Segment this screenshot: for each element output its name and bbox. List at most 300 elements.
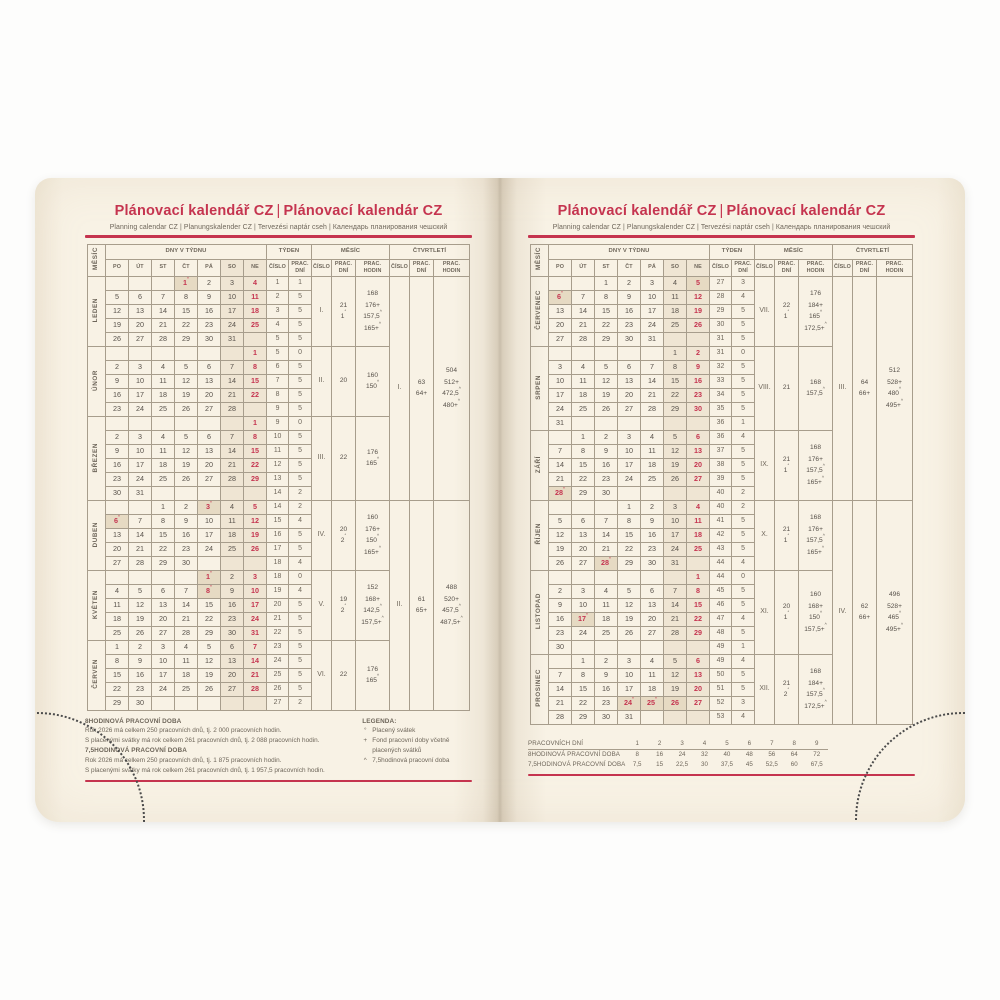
summary-value-cell: 6 [738, 739, 760, 750]
day-cell [549, 500, 572, 514]
week-workdays-cell: 5 [289, 360, 312, 374]
day-cell: 18 [152, 458, 175, 472]
day-cell: 19 [175, 458, 198, 472]
day-cell: 7 [549, 444, 572, 458]
day-cell: 11 [572, 374, 595, 388]
day-cell: 23 [221, 612, 244, 626]
day-cell: 2 [595, 654, 618, 668]
day-cell [129, 416, 152, 430]
week-number-cell: 2 [267, 290, 289, 304]
month-name-label: ČERVENEC [535, 290, 543, 331]
day-cell: 20 [221, 668, 244, 682]
month-workdays-cell: 20 2° [332, 500, 356, 570]
week-workdays-cell: 5 [732, 584, 755, 598]
sub-header: PRAC. DNÍ [289, 259, 312, 276]
day-cell: 25 [244, 318, 267, 332]
day-cell: 22 [618, 542, 641, 556]
week-number-cell: 48 [710, 626, 732, 640]
week-number-cell: 12 [267, 458, 289, 472]
day-cell: 30 [175, 556, 198, 570]
day-cell: 20 [549, 318, 572, 332]
week-workdays-cell: 5 [732, 598, 755, 612]
week-workdays-cell: 5 [732, 360, 755, 374]
day-cell [152, 696, 175, 710]
week-workdays-cell: 5 [732, 668, 755, 682]
day-cell: 8 [175, 290, 198, 304]
day-cell: 11 [152, 374, 175, 388]
day-cell: 9 [595, 668, 618, 682]
day-cell: 18 [175, 668, 198, 682]
day-cell: 1° [198, 570, 221, 584]
day-cell: 25 [641, 472, 664, 486]
day-cell: 12 [175, 444, 198, 458]
day-cell: 6° [106, 514, 129, 528]
quarter-hours-cell: 504 512+ 472,5^ 480+^ [434, 276, 470, 500]
sub-header: PRAC. HODIN [434, 259, 470, 276]
day-cell: 10 [129, 444, 152, 458]
day-cell [129, 500, 152, 514]
day-cell [106, 276, 129, 290]
summary-row-label: PRACOVNÍCH DNÍ [528, 739, 626, 750]
sub-header: PRAC. DNÍ [332, 259, 356, 276]
title-separator: | [719, 203, 724, 219]
quarter-hours-cell: 496 528+ 465^ 495+^ [877, 500, 913, 724]
day-cell [572, 416, 595, 430]
legend-text: 7,5hodinová pracovní doba [372, 757, 450, 765]
week-number-cell: 22 [267, 626, 289, 640]
day-cell: 24 [129, 402, 152, 416]
day-cell: 11 [244, 290, 267, 304]
header-rule [85, 235, 472, 238]
month-name [88, 276, 106, 346]
day-cell: 1 [572, 430, 595, 444]
day-cell: 10 [618, 668, 641, 682]
day-header: ÚT [129, 259, 152, 276]
week-workdays-cell: 5 [289, 668, 312, 682]
week-number-cell: 42 [710, 528, 732, 542]
day-cell [198, 486, 221, 500]
day-cell: 4 [641, 430, 664, 444]
day-cell: 7 [641, 360, 664, 374]
day-cell: 3 [641, 276, 664, 290]
legend [362, 717, 472, 777]
month-hours-cell: 176 165^ [356, 416, 390, 500]
day-cell: 12 [244, 514, 267, 528]
day-cell: 29 [687, 626, 710, 640]
week-workdays-cell: 5 [289, 542, 312, 556]
day-cell: 17 [129, 388, 152, 402]
summary-value-cell: 37,5 [720, 761, 733, 769]
day-cell: 19 [549, 542, 572, 556]
day-cell: 24 [618, 472, 641, 486]
week-number-cell: 24 [267, 654, 289, 668]
day-cell: 19 [595, 388, 618, 402]
month-name [531, 654, 549, 724]
day-cell: 17 [618, 682, 641, 696]
day-cell: 14 [549, 458, 572, 472]
day-cell: 31 [641, 332, 664, 346]
day-cell: 5 [664, 654, 687, 668]
month-number-cell: X. [755, 500, 775, 570]
week-workdays-cell: 5 [289, 528, 312, 542]
day-cell: 26 [549, 556, 572, 570]
month-number-cell: VIII. [755, 346, 775, 430]
sub-header: PRAC. DNÍ [775, 259, 799, 276]
day-cell: 6 [687, 430, 710, 444]
week-number-cell: 21 [267, 612, 289, 626]
day-cell: 31 [244, 626, 267, 640]
days-of-week-group-header: DNY V TÝDNU [549, 244, 710, 259]
day-cell [664, 486, 687, 500]
summary-value-cell: 64 [790, 751, 798, 759]
week-workdays-cell: 5 [732, 318, 755, 332]
week-number-cell: 38 [710, 458, 732, 472]
day-cell: 4 [106, 584, 129, 598]
day-cell: 21 [664, 612, 687, 626]
day-cell: 15 [595, 304, 618, 318]
day-cell: 22 [106, 682, 129, 696]
legend-text: Placený svátek [372, 727, 416, 735]
day-cell: 3 [549, 360, 572, 374]
day-header: ST [595, 259, 618, 276]
day-cell [244, 486, 267, 500]
day-cell [618, 416, 641, 430]
day-cell: 10 [664, 514, 687, 528]
day-cell: 14 [641, 374, 664, 388]
day-cell: 17 [129, 458, 152, 472]
week-workdays-cell: 5 [289, 374, 312, 388]
day-cell: 18 [106, 612, 129, 626]
day-cell: 6 [618, 360, 641, 374]
week-workdays-cell: 1 [289, 276, 312, 290]
day-cell: 7 [221, 430, 244, 444]
day-cell: 9 [618, 290, 641, 304]
week-number-cell: 46 [710, 598, 732, 612]
week-number-cell: 20 [267, 598, 289, 612]
week-workdays-cell: 4 [289, 556, 312, 570]
day-cell: 29 [106, 696, 129, 710]
day-cell: 11 [641, 444, 664, 458]
summary-value-cell: 52,5 [765, 761, 778, 769]
day-cell: 9 [129, 654, 152, 668]
day-cell: 16 [595, 682, 618, 696]
day-cell: 12 [549, 528, 572, 542]
day-cell: 18 [595, 612, 618, 626]
month-name [531, 500, 549, 570]
title-czech: Plánovací kalendář CZ [557, 203, 717, 219]
day-cell: 28 [549, 710, 572, 724]
day-cell: 27 [221, 682, 244, 696]
day-cell: 28 [572, 332, 595, 346]
day-cell: 2 [595, 430, 618, 444]
day-cell: 25 [595, 626, 618, 640]
day-cell: 10 [641, 290, 664, 304]
day-cell: 30 [687, 402, 710, 416]
day-cell: 10 [152, 654, 175, 668]
day-cell: 12 [687, 290, 710, 304]
day-cell [572, 500, 595, 514]
month-column-header-label: MĚSÍC [92, 247, 100, 271]
day-cell: 24 [641, 318, 664, 332]
week-number-cell: 34 [710, 388, 732, 402]
month-hours-cell: 160 150^ [356, 346, 390, 416]
day-cell: 19 [618, 612, 641, 626]
day-cell: 28 [152, 332, 175, 346]
day-cell: 11 [687, 514, 710, 528]
day-cell: 10 [572, 598, 595, 612]
day-cell [129, 570, 152, 584]
day-cell [687, 556, 710, 570]
week-workdays-cell: 4 [732, 654, 755, 668]
day-cell: 4 [244, 276, 267, 290]
summary-value-cell: 56 [768, 751, 776, 759]
day-cell: 27 [618, 402, 641, 416]
day-cell: 18 [687, 528, 710, 542]
month-name [88, 570, 106, 640]
legend-item [362, 756, 472, 766]
day-cell: 16 [549, 612, 572, 626]
day-cell: 8 [572, 668, 595, 682]
week-workdays-cell: 2 [289, 696, 312, 710]
day-cell: 5 [595, 360, 618, 374]
day-cell: 13 [198, 444, 221, 458]
day-cell: 24 [664, 542, 687, 556]
day-header: ÚT [572, 259, 595, 276]
day-cell: 17 [641, 304, 664, 318]
day-cell: 6 [221, 640, 244, 654]
page-title [528, 204, 915, 220]
day-cell: 3 [221, 276, 244, 290]
sub-header: PRAC. DNÍ [410, 259, 434, 276]
quarter-group-header: ČTVRTLETÍ [833, 244, 913, 259]
day-cell [129, 276, 152, 290]
day-cell: 26 [664, 472, 687, 486]
day-cell [641, 710, 664, 724]
day-cell: 21 [244, 668, 267, 682]
day-cell: 10 [244, 584, 267, 598]
week-workdays-cell: 5 [732, 304, 755, 318]
summary-value-cell: 72 [813, 751, 821, 759]
day-cell: 15 [572, 458, 595, 472]
day-cell: 1 [244, 346, 267, 360]
day-cell: 24 [129, 472, 152, 486]
day-cell: 5 [129, 584, 152, 598]
day-cell: 9 [106, 374, 129, 388]
week-number-cell: 40 [710, 486, 732, 500]
day-cell: 23 [595, 472, 618, 486]
day-cell: 8 [106, 654, 129, 668]
day-cell: 31 [618, 710, 641, 724]
legend-item [362, 736, 472, 756]
day-cell: 6 [129, 290, 152, 304]
day-cell [152, 346, 175, 360]
worktime-8h-line1: Rok 2026 má celkem 250 pracovních dnů, tj. 2 000 pracovních hodin. [85, 727, 282, 735]
day-cell [198, 416, 221, 430]
day-cell: 5 [175, 430, 198, 444]
week-workdays-cell: 5 [289, 612, 312, 626]
day-cell: 9 [106, 444, 129, 458]
week-number-cell: 49 [710, 654, 732, 668]
day-cell: 11 [175, 654, 198, 668]
day-cell: 27 [687, 472, 710, 486]
day-cell [152, 570, 175, 584]
day-cell: 2 [641, 500, 664, 514]
day-header: ČT [618, 259, 641, 276]
day-cell: 20 [129, 318, 152, 332]
day-cell: 14 [572, 304, 595, 318]
week-workdays-cell: 5 [289, 654, 312, 668]
day-cell [618, 570, 641, 584]
day-cell: 8 [687, 584, 710, 598]
summary-value-cell: 3 [671, 739, 693, 750]
day-cell: 22 [595, 318, 618, 332]
day-cell [641, 570, 664, 584]
month-number-cell: VII. [755, 276, 775, 346]
month-workdays-cell: 19 2° [332, 570, 356, 640]
day-cell: 12 [198, 654, 221, 668]
day-cell: 25 [572, 402, 595, 416]
day-cell: 6 [152, 584, 175, 598]
day-cell: 19 [687, 304, 710, 318]
day-cell: 11 [152, 444, 175, 458]
quarter-hours-cell: 488 520+ 457,5^ 487,5+^ [434, 500, 470, 710]
month-number-cell: XI. [755, 570, 775, 654]
day-cell: 15 [618, 528, 641, 542]
day-cell: 13 [641, 598, 664, 612]
day-cell: 6 [198, 430, 221, 444]
month-workdays-cell: 21 1° [775, 430, 799, 500]
week-workdays-cell: 4 [732, 290, 755, 304]
month-name-label: DUBEN [92, 521, 100, 547]
day-cell: 1° [175, 276, 198, 290]
month-workdays-cell: 21 1° [332, 276, 356, 346]
week-number-cell: 14 [267, 500, 289, 514]
month-name-label: ČERVEN [92, 659, 100, 690]
week-number-cell: 18 [267, 570, 289, 584]
day-cell: 17° [572, 612, 595, 626]
day-cell: 30 [198, 332, 221, 346]
day-cell: 4 [221, 500, 244, 514]
title-separator: | [276, 203, 281, 219]
day-cell: 25 [106, 626, 129, 640]
day-cell: 28 [244, 682, 267, 696]
week-group-header: TÝDEN [267, 244, 312, 259]
week-number-cell: 5 [267, 346, 289, 360]
day-cell: 5 [664, 430, 687, 444]
week-number-cell: 1 [267, 276, 289, 290]
day-cell: 27 [687, 696, 710, 710]
day-cell: 23 [198, 318, 221, 332]
day-cell: 27 [152, 626, 175, 640]
month-hours-cell: 176 165^ [356, 640, 390, 710]
day-cell [244, 332, 267, 346]
day-cell [572, 640, 595, 654]
summary-row-label: 7,5HODINOVÁ PRACOVNÍ DOBA [528, 761, 626, 769]
day-cell: 3 [572, 584, 595, 598]
day-cell [572, 346, 595, 360]
month-number-cell: IV. [312, 500, 332, 570]
day-cell: 6° [549, 290, 572, 304]
day-cell [572, 570, 595, 584]
day-cell: 12 [618, 598, 641, 612]
day-cell: 26 [664, 696, 687, 710]
day-cell: 13 [152, 598, 175, 612]
month-name [88, 500, 106, 570]
day-cell [175, 570, 198, 584]
week-number-cell: 29 [710, 304, 732, 318]
day-cell: 21 [641, 388, 664, 402]
week-workdays-cell: 5 [732, 402, 755, 416]
day-cell: 7 [595, 514, 618, 528]
day-header: PO [106, 259, 129, 276]
day-cell [175, 486, 198, 500]
day-cell: 26 [175, 472, 198, 486]
summary-value-cell: 16 [656, 751, 664, 759]
day-cell: 13 [618, 374, 641, 388]
summary-value-cell: 5 [716, 739, 738, 750]
day-cell: 4 [152, 360, 175, 374]
week-workdays-cell: 5 [289, 402, 312, 416]
day-cell: 31 [221, 332, 244, 346]
day-cell: 2 [687, 346, 710, 360]
days-of-week-group-header: DNY V TÝDNU [106, 244, 267, 259]
day-cell: 21 [175, 612, 198, 626]
day-cell: 15 [687, 598, 710, 612]
summary-value-cell: 2 [648, 739, 670, 750]
day-cell: 24 [572, 626, 595, 640]
day-cell: 30 [129, 696, 152, 710]
day-cell [664, 710, 687, 724]
day-cell: 12 [664, 444, 687, 458]
sub-header: ČÍSLO [833, 259, 853, 276]
summary-value-cell: 40 [723, 751, 731, 759]
summary-row-label: 8HODINOVÁ PRACOVNÍ DOBA [528, 751, 621, 759]
legend-symbol: + [363, 737, 368, 745]
week-workdays-cell: 5 [289, 444, 312, 458]
day-cell: 6 [198, 360, 221, 374]
day-cell: 8 [572, 444, 595, 458]
day-cell: 9 [595, 444, 618, 458]
day-cell [664, 332, 687, 346]
week-workdays-cell: 5 [289, 304, 312, 318]
day-cell: 17 [244, 598, 267, 612]
week-workdays-cell: 0 [732, 570, 755, 584]
worktime-8h-line2: S placenými svátky má rok celkem 261 pracovních dnů, tj. 2 088 pracovních hodin. [85, 737, 320, 745]
week-number-cell: 19 [267, 584, 289, 598]
legend-title: LEGENDA: [362, 717, 397, 725]
day-cell: 18 [664, 304, 687, 318]
day-cell [221, 486, 244, 500]
day-cell: 30 [618, 332, 641, 346]
week-number-cell: 44 [710, 570, 732, 584]
day-cell: 23 [687, 388, 710, 402]
day-cell: 19 [198, 668, 221, 682]
day-cell: 5 [618, 584, 641, 598]
day-cell: 4 [595, 584, 618, 598]
day-cell: 3 [664, 500, 687, 514]
day-cell: 6 [641, 584, 664, 598]
day-cell [595, 500, 618, 514]
month-name-label: KVĚTEN [92, 589, 100, 619]
week-group-header: TÝDEN [710, 244, 755, 259]
legend-symbol: ^ [363, 757, 367, 765]
month-hours-cell: 168 176+ 157,5^ 165+^ [799, 430, 833, 500]
day-cell [549, 276, 572, 290]
day-cell: 5 [198, 640, 221, 654]
day-cell: 29 [152, 556, 175, 570]
page-subtitle: Planning calendar CZ | Planungskalender CZ | Tervezési naptár cseh | Календарь планирования чешский [109, 223, 448, 231]
day-cell: 24 [152, 682, 175, 696]
